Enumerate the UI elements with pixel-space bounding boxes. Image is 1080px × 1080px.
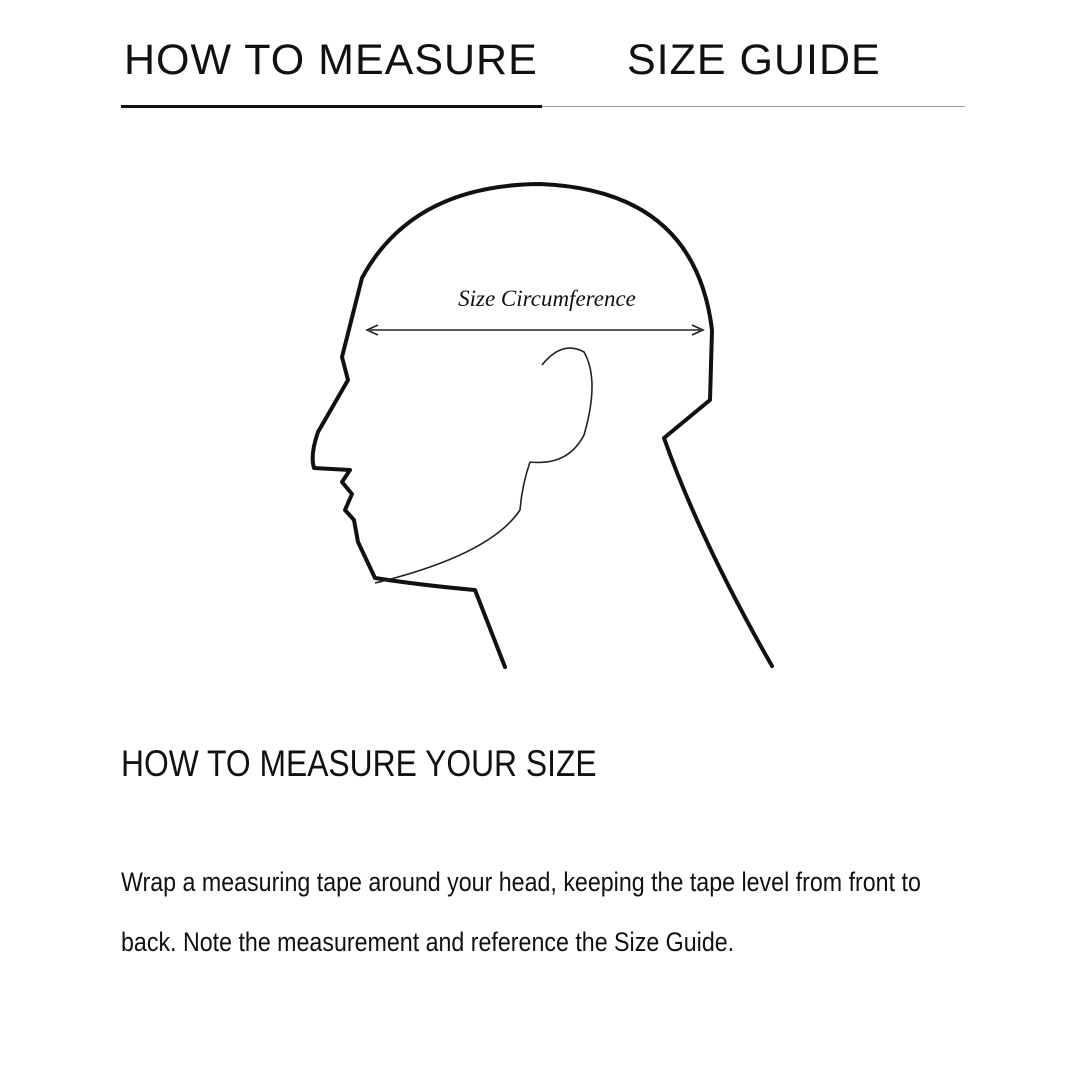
ear-outline: [530, 348, 592, 462]
measurement-label: Size Circumference: [458, 286, 636, 311]
tab-how-to-measure[interactable]: HOW TO MEASURE: [124, 36, 538, 84]
instructions-text: [121, 852, 964, 972]
head-profile-icon: [300, 170, 800, 680]
section-heading: HOW TO MEASURE YOUR SIZE: [121, 743, 597, 784]
instructions-line-1: Wrap a measuring tape around your head, keeping the tape level from front to: [121, 867, 921, 897]
head-outline: [313, 184, 772, 667]
tab-size-guide[interactable]: SIZE GUIDE: [627, 36, 881, 84]
instructions-line-2: back. Note the measurement and reference the Size Guide.: [121, 927, 735, 957]
tab-bar: [121, 0, 965, 110]
jaw-line: [375, 462, 530, 583]
active-tab-indicator: [121, 105, 542, 108]
